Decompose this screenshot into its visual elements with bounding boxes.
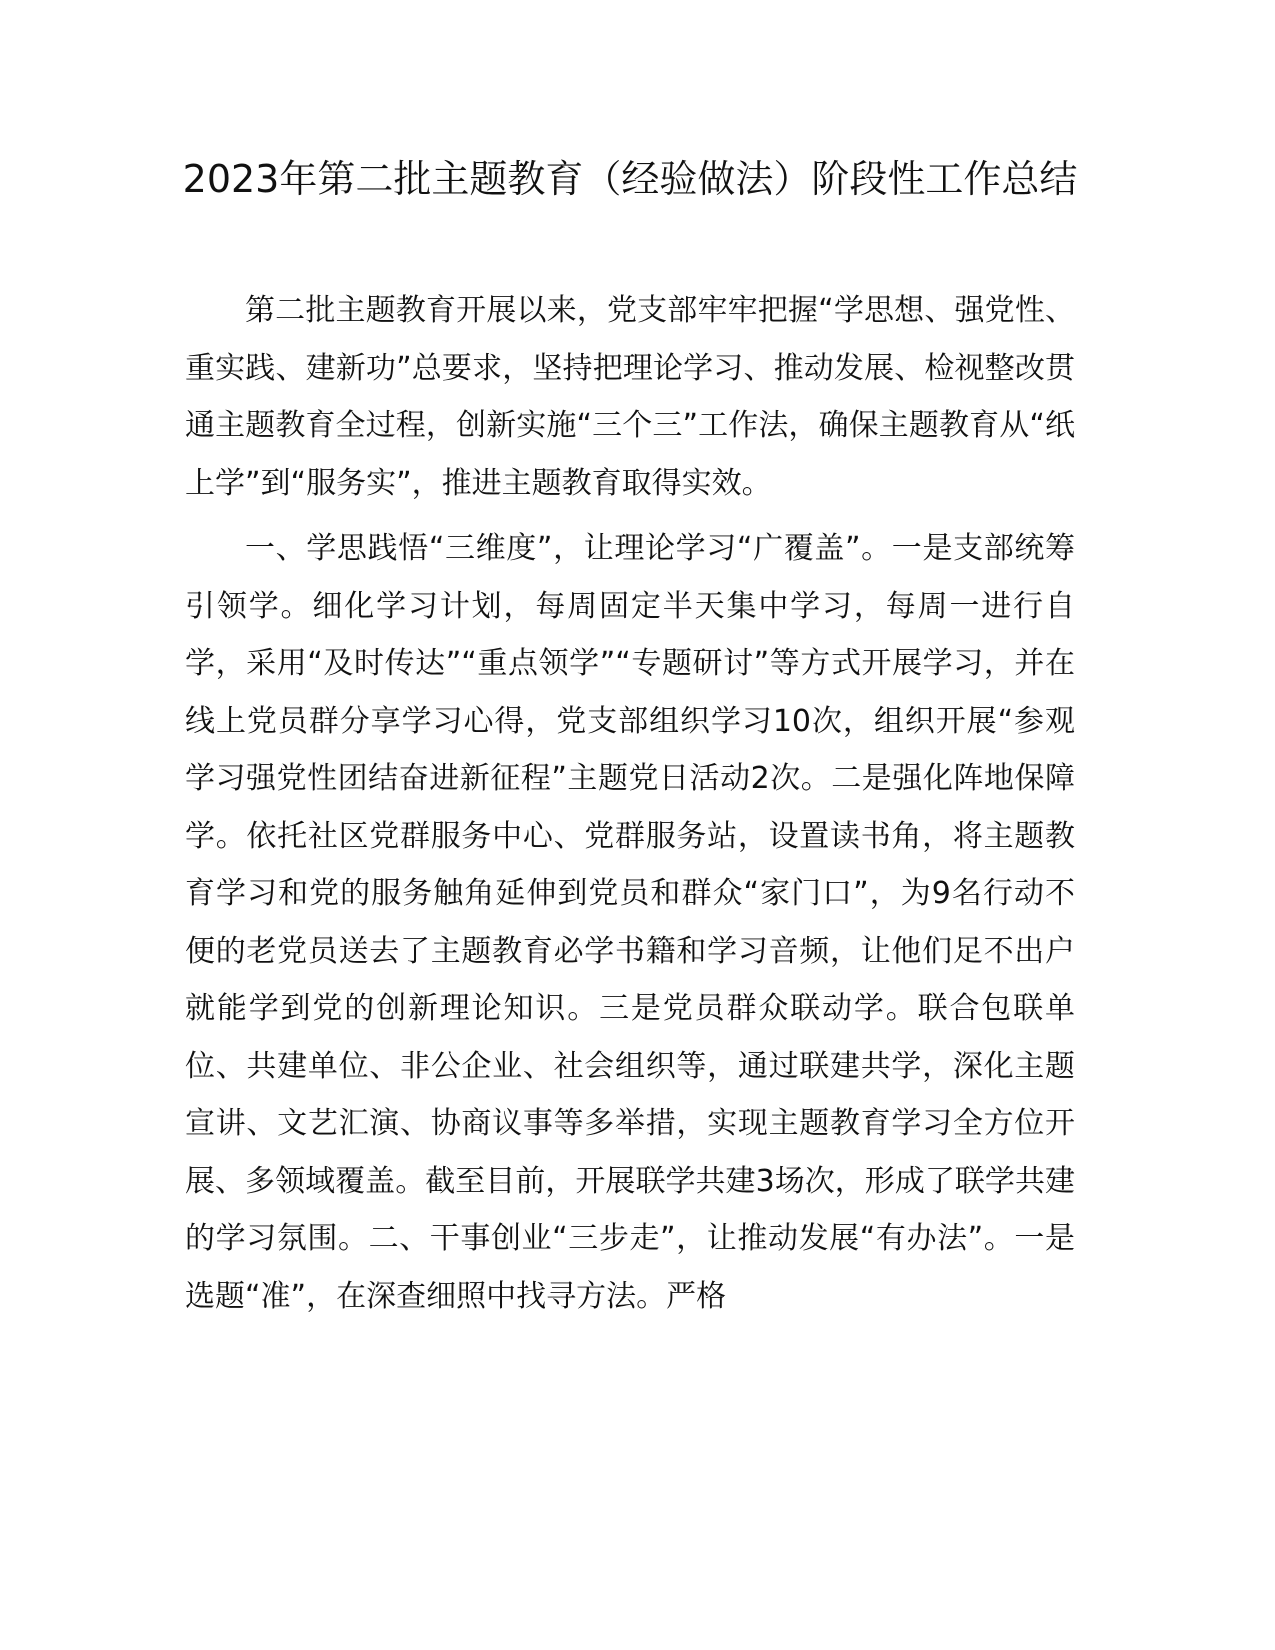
document-body bbox=[185, 282, 1075, 1325]
document-title: 2023年第二批主题教育（经验做法）阶段性工作总结 bbox=[182, 157, 1078, 201]
intro-paragraph: 第二批主题教育开展以来，党支部牢牢把握“学思想、强党性、重实践、建新功”总要求，坚持把理论学习、推动发展、检视整改贯通主题教育全过程，创新实施“三个三”工作法，确保主题教育从“纸上学”到“服务实”，推进主题教育取得实效。 bbox=[185, 293, 1075, 501]
section-paragraph: 一、学思践悟“三维度”，让理论学习“广覆盖”。一是支部统筹引领学。细化学习计划，每周固定半天集中学习，每周一进行自学，采用“及时传达”“重点领学”“专题研讨”等方式开展学习，并在线上党员群分享学习心得，党支部组织学习10次，组织开展“参观学习强党性团结奋进新征程”主题党日活动2次。二是强化阵地保障学。依托社区党群服务中心、党群服务站，设置读书角，将主题教育学习和党的服务触角延伸到党员和群众“家门口”，为9名行动不便的老党员送去了主题教育必学书籍和学习音频，让他们足不出户就能学到党的创新理论知识。三是党员群众联动学。联合包联单位、共建单位、非公企业、社会组织等，通过联建共学，深化主题宣讲、文艺汇演、协商议事等多举措，实现主题教育学习全方位开展、多领域覆盖。截至目前，开展联学共建3场次，形成了联学共建的学习氛围。二、干事创业“三步走”，让推动发展“有办法”。一是选题“准”，在深查细照中找寻方法。严格 bbox=[185, 531, 1075, 1314]
